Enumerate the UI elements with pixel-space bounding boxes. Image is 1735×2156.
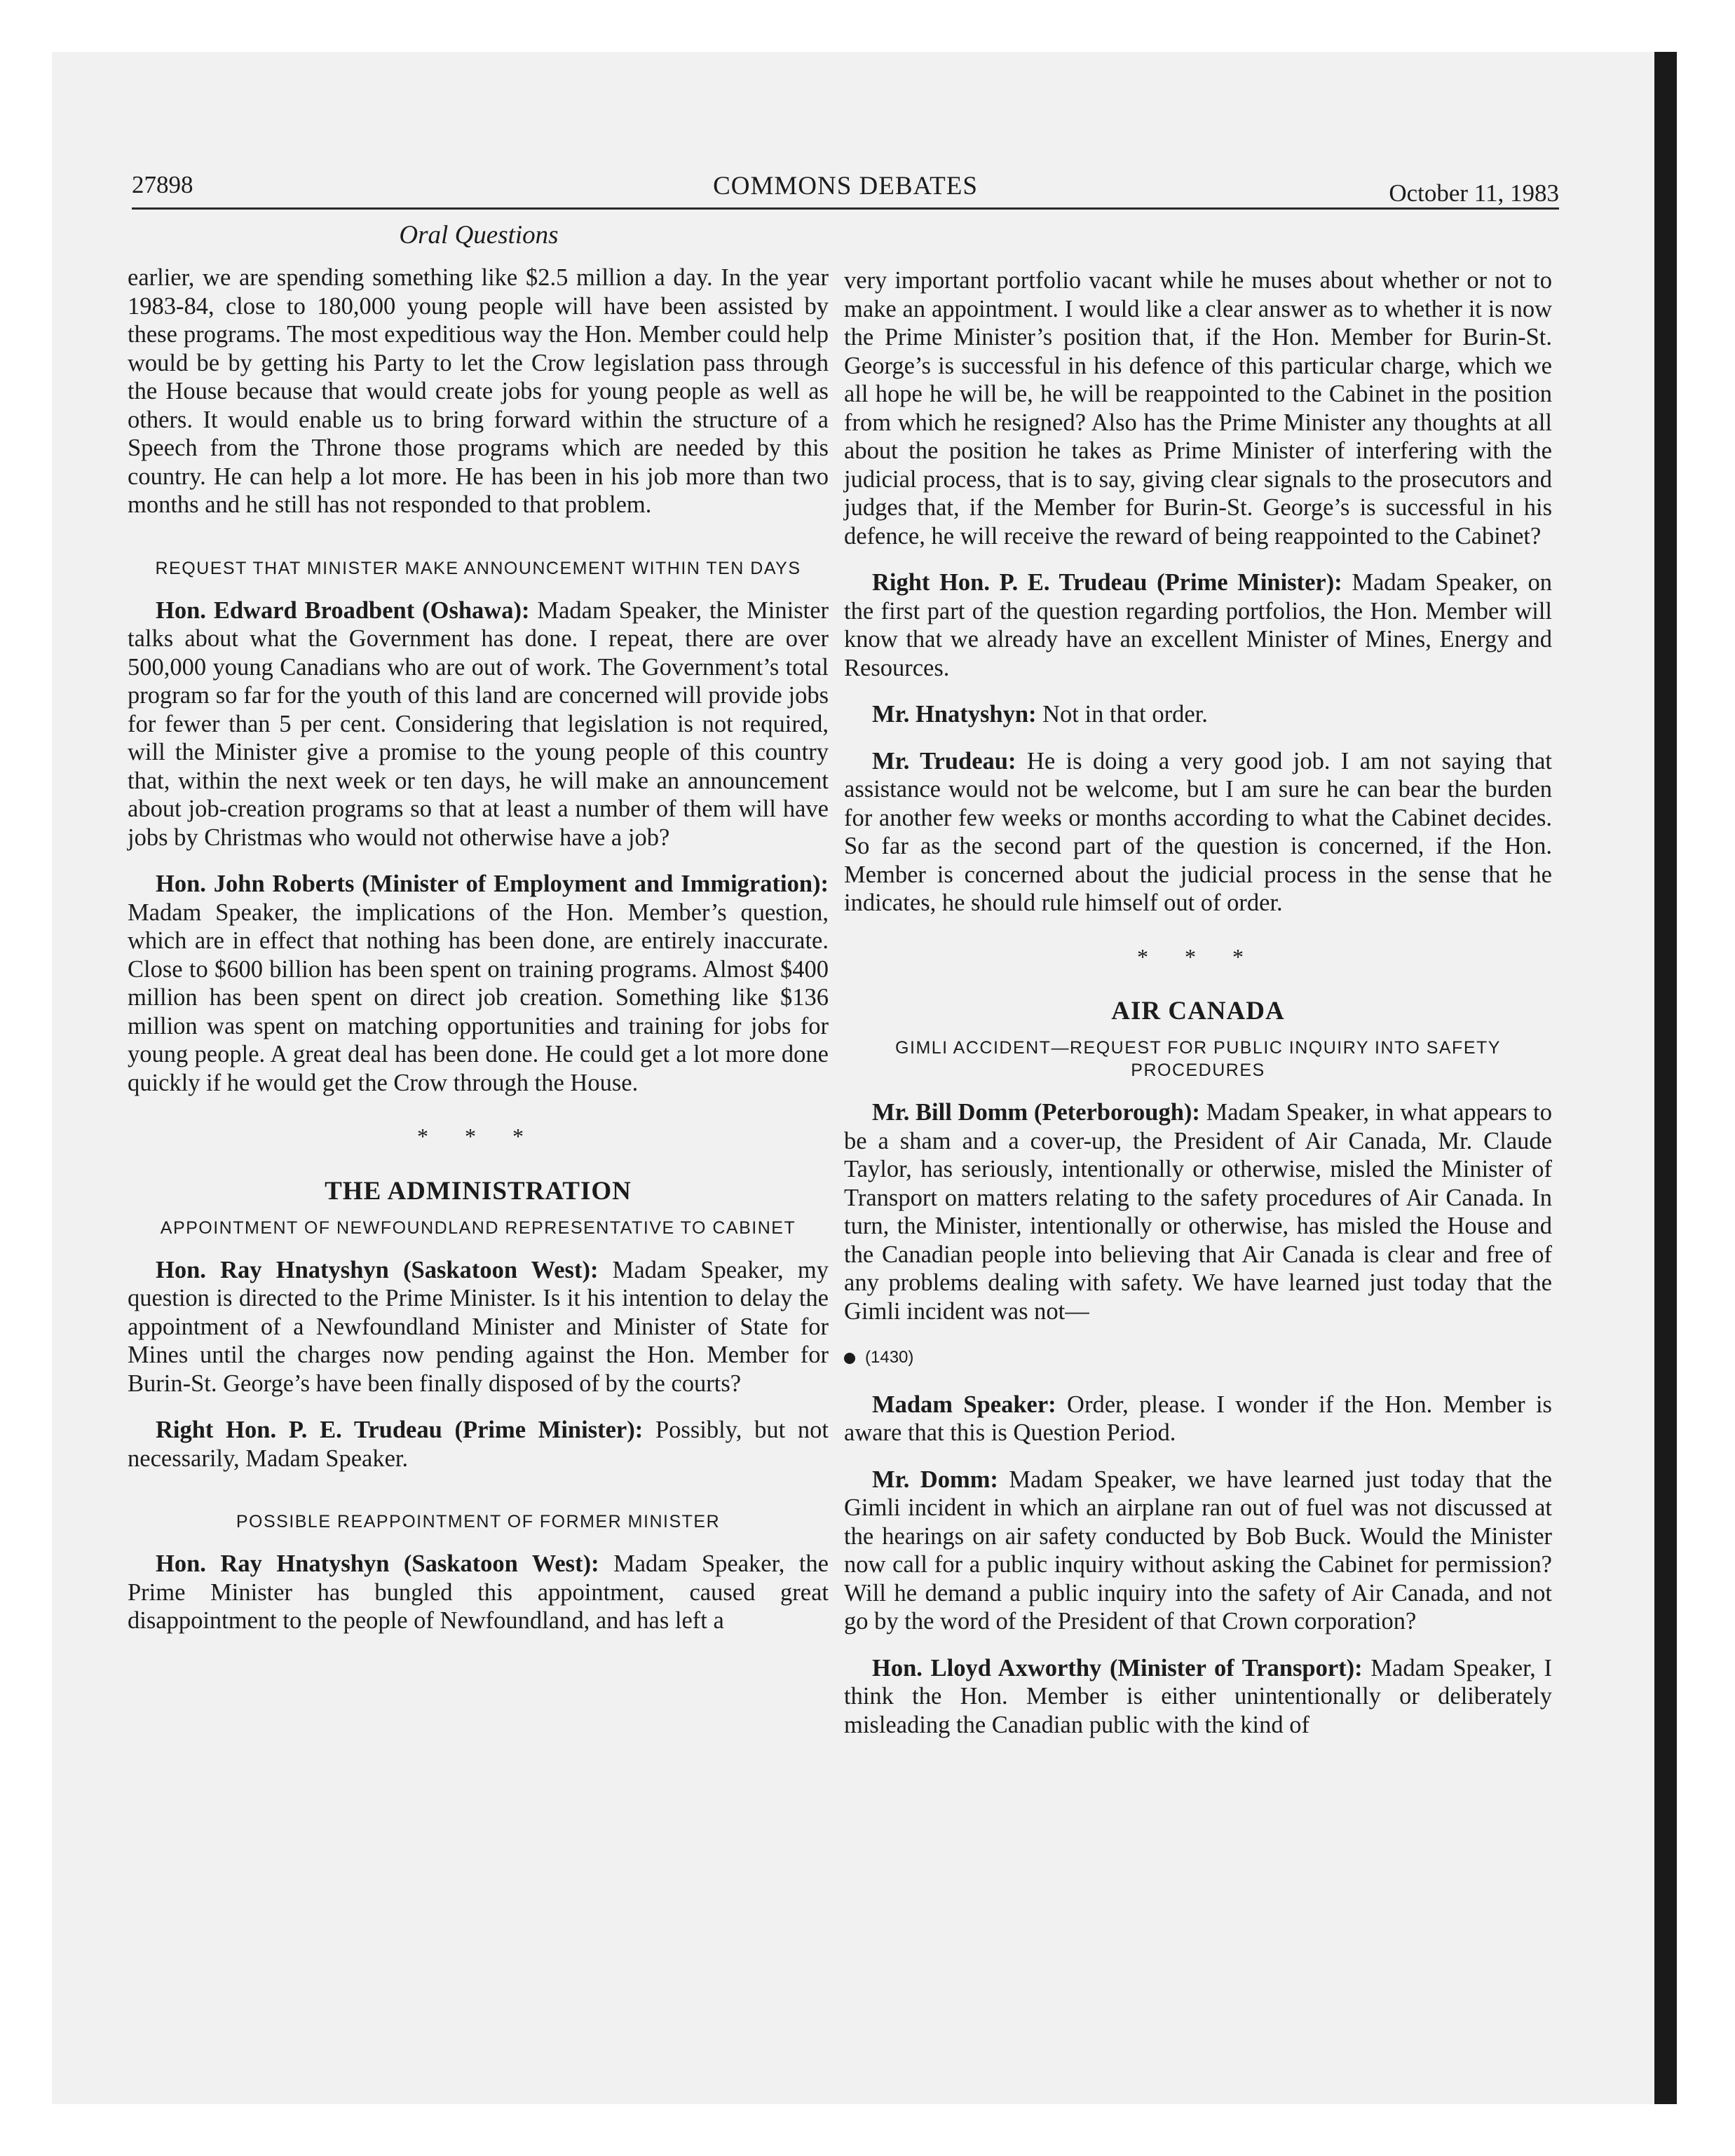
speech-text: Madam Speaker, my question is directed to the Prime Minister. Is it his intention to delay the appointment of a Newfoundland Minister and Minister of State for Mines until the charges now pending against the Hon. Member for Burin-St. George’s have been finally disposed of by the courts? (128, 1256, 829, 1397)
speech-text: Madam Speaker, the Prime Minister has bungled this appointment, caused great disappointment to the people of Newfoundland, and has left a (128, 1550, 829, 1634)
section-heading: THE ADMINISTRATION (325, 1176, 632, 1206)
right-column (844, 266, 1552, 1757)
speech-paragraph (128, 1550, 829, 1635)
speech-paragraph (844, 1098, 1552, 1325)
speech-paragraph (844, 1391, 1552, 1447)
section-separator: * * * (417, 1124, 539, 1149)
speaker-name: Madam Speaker: (872, 1391, 1056, 1418)
scan-edge-shadow (1654, 52, 1677, 2104)
timestamp-marker (844, 1344, 1552, 1372)
page-number: 27898 (132, 171, 193, 198)
speech-text: Not in that order. (1036, 701, 1208, 728)
page-header (132, 168, 1559, 210)
speaker-name: Hon. John Roberts (Minister of Employment and Immigration): (156, 871, 829, 897)
speech-text: Madam Speaker, on the first part of the question regarding portfolios, the Hon. Member will know that we already have an excellent Minister of Mines, Energy and Resources. (844, 569, 1552, 681)
speech-paragraph (128, 1256, 829, 1398)
timestamp-text: (1430) (865, 1348, 914, 1367)
speech-text: Order, please. I wonder if the Hon. Member is aware that this is Question Period. (844, 1391, 1552, 1446)
speech-text: Possibly, but not necessarily, Madam Speaker. (128, 1417, 829, 1472)
speech-text: He is doing a very good job. I am not saying that assistance would not be welcome, but I am sure he can bear the burden for another few weeks or months according to what the Cabinet decides. So far as the second part of the question is concerned, if the Hon. Member is concerned about the judicial process in the sense that he indicates, he should rule himself out of order. (844, 747, 1552, 916)
speech-paragraph (128, 870, 829, 1097)
header-rule (132, 207, 1559, 210)
speech-text: Madam Speaker, the implications of the Hon. Member’s question, which are in effect that nothing has been done, are entirely inaccurate. Close to $600 billion has been spent on training programs. Almost $400 million has been spent on direct job creation. Something like $136 million was spent on matching opportunities and training for jobs for young people. A great deal has been done. He could get a lot more done quickly if he would get the Crow through the House. (128, 899, 829, 1096)
speaker-name: Hon. Ray Hnatyshyn (Saskatoon West): (156, 1256, 599, 1283)
paragraph: very important portfolio vacant while he muses about whether or not to make an appointment. I would like a clear answer as to whether it is now the Prime Minister’s position that, if the Hon. Member for Burin-St. George’s is successful in his defence of this particular charge, which we all hope he will be, he will be reappointed to the Cabinet in the position from which he resigned? Also has the Prime Minister any thoughts at all about the position he takes as Prime Minister of interfering with the judicial process, that is to say, giving clear signals to the prosecutors and judges that, if the Member for Burin-St. George’s is successful in his defence, he will receive the reward of being reappointed to the Cabinet? (844, 267, 1552, 550)
speaker-name: Right Hon. P. E. Trudeau (Prime Minister): (872, 569, 1342, 596)
speaker-name: Mr. Hnatyshyn: (872, 701, 1037, 728)
left-column (128, 264, 829, 1653)
speaker-name: Right Hon. P. E. Trudeau (Prime Minister): (156, 1417, 644, 1443)
publication-date: October 11, 1983 (1389, 179, 1559, 207)
speech-text: Madam Speaker, I think the Hon. Member is either unintentionally or deliberately misleading the Canadian public with the kind of (844, 1654, 1552, 1738)
speech-paragraph (844, 568, 1552, 682)
publication-title: COMMONS DEBATES (713, 172, 978, 200)
speech-text: Madam Speaker, the Minister talks about what the Government has done. I repeat, there are over 500,000 young Canadians who are out of work. The Government’s total program so far for the youth of this land are concerned will provide jobs for fewer than 5 per cent. Considering that legislation is not required, will the Minister give a promise to the young people of this country that, within the next week or ten days, he will make an announcement about job-creation programs so that at least a number of them will have jobs by Christmas who would not otherwise have a job? (128, 596, 829, 851)
subheading: GIMLI ACCIDENT—REQUEST FOR PUBLIC INQUIRY INTO SAFETY PROCEDURES (895, 1038, 1501, 1080)
speaker-name: Mr. Trudeau: (872, 747, 1016, 775)
subheading: REQUEST THAT MINISTER MAKE ANNOUNCEMENT WITHIN TEN DAYS (155, 558, 801, 578)
speech-paragraph (844, 1466, 1552, 1636)
speech-paragraph (128, 1416, 829, 1473)
bullet-icon (844, 1353, 855, 1364)
speech-text: Madam Speaker, we have learned just today that the Gimli incident in which an airplane ran out of fuel was not discussed at the hearings on air safety conducted by Bob Buck. Would the Minister now call for a public inquiry without asking the Cabinet for permission? Will he demand a public inquiry into the safety of Air Canada, and not go by the word of the President of that Crown corporation? (844, 1466, 1552, 1635)
subheading: APPOINTMENT OF NEWFOUNDLAND REPRESENTATIVE TO CABINET (160, 1217, 796, 1238)
section-heading: AIR CANADA (1111, 997, 1285, 1025)
speaker-name: Hon. Ray Hnatyshyn (Saskatoon West): (156, 1550, 599, 1577)
speech-text: Madam Speaker, in what appears to be a sham and a cover-up, the President of Air Canada, Mr. Claude Taylor, has seriously, intentionally or otherwise, misled the Minister of Transport on matters relating to the safety procedures of Air Canada. In turn, the Minister, intentionally or otherwise, has misled the House and the Canadian people into believing that Air Canada is clear and free of any problems dealing with safety. We have learned just today that the Gimli incident was not— (844, 1099, 1552, 1325)
speech-paragraph (844, 700, 1552, 729)
section-running-head: Oral Questions (399, 221, 559, 250)
speaker-name: Hon. Edward Broadbent (Oshawa): (156, 596, 530, 624)
paragraph: earlier, we are spending something like $2.5 million a day. In the year 1983-84, close to 180,000 young people will have been assisted by these programs. The most expeditious way the Hon. Member could help would be by getting his Party to let the Crow legislation pass through the House because that would create jobs for young people as well as others. It would enable us to bring forward within the structure of a Speech from the Throne those programs which are needed by this country. He can help a lot more. He has been in his job more than two months and he still has not responded to that problem. (128, 264, 829, 518)
subheading: POSSIBLE REAPPOINTMENT OF FORMER MINISTER (236, 1512, 721, 1531)
speech-paragraph (844, 1654, 1552, 1740)
speaker-name: Hon. Lloyd Axworthy (Minister of Transport): (872, 1654, 1363, 1681)
speaker-name: Mr. Bill Domm (Peterborough): (872, 1099, 1200, 1126)
speaker-name: Mr. Domm: (872, 1466, 998, 1493)
speech-paragraph (844, 747, 1552, 917)
speech-paragraph (128, 596, 829, 852)
section-separator: * * * (1137, 943, 1259, 969)
